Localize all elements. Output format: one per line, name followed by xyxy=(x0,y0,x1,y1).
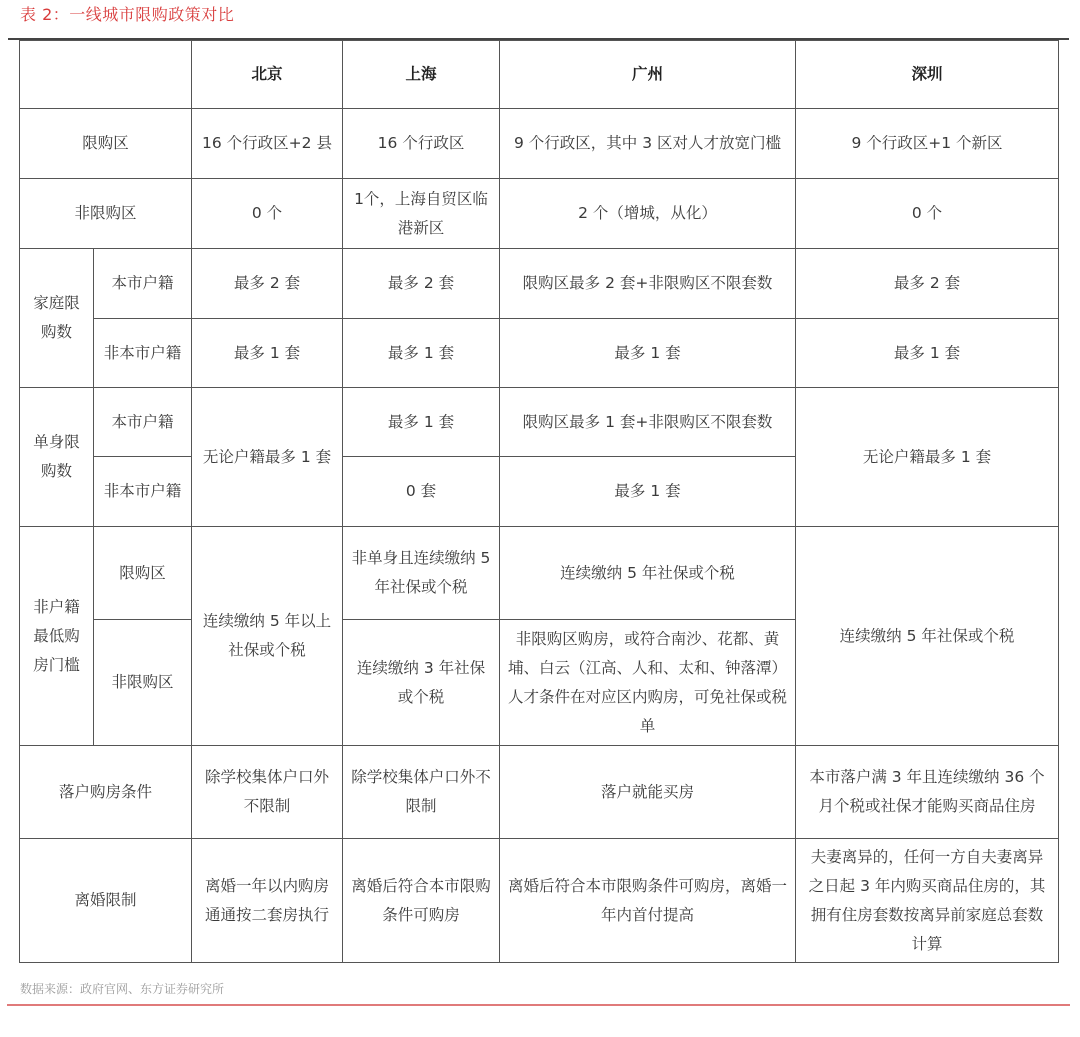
row-label: 非限购区 xyxy=(20,179,192,249)
table-row-divorce xyxy=(20,839,1059,963)
cell-guangzhou: 限购区最多 1 套+非限购区不限套数 xyxy=(500,388,796,457)
cell-beijing: 离婚一年以内购房通通按二套房执行 xyxy=(192,839,343,963)
cell-shanghai: 最多 1 套 xyxy=(343,319,500,388)
cell-shanghai: 离婚后符合本市限购条件可购房 xyxy=(343,839,500,963)
cell-shenzhen: 最多 1 套 xyxy=(796,319,1059,388)
group-label-single-limit: 单身限购数 xyxy=(20,388,94,527)
cell-guangzhou: 离婚后符合本市限购条件可购房，离婚一年内首付提高 xyxy=(500,839,796,963)
table-row-non-restricted-zone xyxy=(20,179,1059,249)
table-row-restricted-zone xyxy=(20,109,1059,179)
row-label: 限购区 xyxy=(20,109,192,179)
sub-label: 本市户籍 xyxy=(94,249,192,319)
cell-shanghai: 连续缴纳 3 年社保或个税 xyxy=(343,620,500,746)
cell-beijing-merged: 无论户籍最多 1 套 xyxy=(192,388,343,527)
cell-beijing-merged: 连续缴纳 5 年以上社保或个税 xyxy=(192,527,343,746)
cell-shenzhen: 夫妻离异的，任何一方自夫妻离异之日起 3 年内购买商品住房的，其拥有住房套数按离异前家庭总套数计算 xyxy=(796,839,1059,963)
bottom-rule-divider xyxy=(7,1004,1070,1006)
sub-label: 限购区 xyxy=(94,527,192,620)
cell-beijing: 16 个行政区+2 县 xyxy=(192,109,343,179)
cell-guangzhou: 2 个（增城，从化） xyxy=(500,179,796,249)
cell-shanghai: 非单身且连续缴纳 5 年社保或个税 xyxy=(343,527,500,620)
cell-shanghai: 16 个行政区 xyxy=(343,109,500,179)
cell-guangzhou: 连续缴纳 5 年社保或个税 xyxy=(500,527,796,620)
sub-label: 本市户籍 xyxy=(94,388,192,457)
cell-guangzhou: 限购区最多 2 套+非限购区不限套数 xyxy=(500,249,796,319)
table-row-threshold-restricted xyxy=(20,527,1059,620)
cell-beijing: 0 个 xyxy=(192,179,343,249)
policy-comparison-table xyxy=(19,40,1059,963)
cell-shanghai: 除学校集体户口外不限制 xyxy=(343,746,500,839)
sub-label: 非限购区 xyxy=(94,620,192,746)
group-label-family-limit: 家庭限购数 xyxy=(20,249,94,388)
header-shenzhen: 深圳 xyxy=(796,41,1059,109)
table-row-family-local xyxy=(20,249,1059,319)
row-label: 落户购房条件 xyxy=(20,746,192,839)
row-label: 离婚限制 xyxy=(20,839,192,963)
table-title: 表 2：一线城市限购政策对比 xyxy=(20,5,235,24)
table-header-row xyxy=(20,41,1059,109)
cell-guangzhou: 落户就能买房 xyxy=(500,746,796,839)
header-shanghai: 上海 xyxy=(343,41,500,109)
cell-shanghai: 最多 1 套 xyxy=(343,388,500,457)
cell-shenzhen-merged: 无论户籍最多 1 套 xyxy=(796,388,1059,527)
data-source-note: 数据来源：政府官网、东方证券研究所 xyxy=(20,982,225,996)
sub-label: 非本市户籍 xyxy=(94,319,192,388)
table-row-hukou-purchase xyxy=(20,746,1059,839)
header-corner xyxy=(20,41,192,109)
cell-guangzhou: 非限购区购房，或符合南沙、花都、黄埔、白云（江高、人和、太和、钟落潭）人才条件在对应区内购房，可免社保或税单 xyxy=(500,620,796,746)
cell-shenzhen: 本市落户满 3 年且连续缴纳 36 个月个税或社保才能购买商品住房 xyxy=(796,746,1059,839)
cell-guangzhou: 9 个行政区，其中 3 区对人才放宽门槛 xyxy=(500,109,796,179)
cell-guangzhou: 最多 1 套 xyxy=(500,457,796,527)
cell-beijing: 除学校集体户口外不限制 xyxy=(192,746,343,839)
sub-label: 非本市户籍 xyxy=(94,457,192,527)
cell-shenzhen: 9 个行政区+1 个新区 xyxy=(796,109,1059,179)
cell-beijing: 最多 1 套 xyxy=(192,319,343,388)
cell-shanghai: 0 套 xyxy=(343,457,500,527)
header-beijing: 北京 xyxy=(192,41,343,109)
cell-shenzhen: 0 个 xyxy=(796,179,1059,249)
header-guangzhou: 广州 xyxy=(500,41,796,109)
cell-shanghai: 1个，上海自贸区临港新区 xyxy=(343,179,500,249)
cell-shanghai: 最多 2 套 xyxy=(343,249,500,319)
cell-shenzhen: 最多 2 套 xyxy=(796,249,1059,319)
cell-beijing: 最多 2 套 xyxy=(192,249,343,319)
cell-guangzhou: 最多 1 套 xyxy=(500,319,796,388)
group-label-nonlocal-threshold: 非户籍最低购房门槛 xyxy=(20,527,94,746)
table-row-family-nonlocal xyxy=(20,319,1059,388)
table-row-single-local xyxy=(20,388,1059,457)
cell-shenzhen-merged: 连续缴纳 5 年社保或个税 xyxy=(796,527,1059,746)
